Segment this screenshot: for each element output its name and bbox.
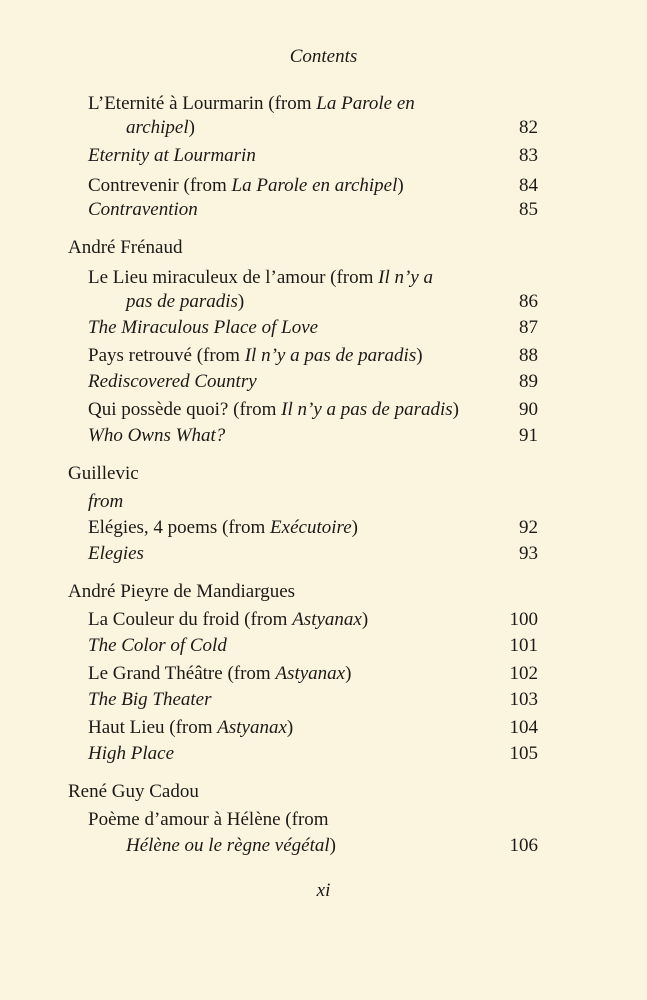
entry-text: Poème d’amour à Hélène (from: [88, 809, 329, 830]
entry-text: André Pieyre de Mandiargues: [68, 581, 296, 602]
entry-text: pas de paradis: [126, 291, 238, 312]
page-reference: 106: [509, 835, 538, 856]
poem-title: [126, 290, 244, 314]
translation-title: [88, 688, 212, 712]
entry-text: Contrevenir (from: [88, 175, 232, 196]
page-reference: 93: [519, 543, 538, 564]
translation-title: [88, 742, 174, 766]
poem-title: [88, 716, 293, 740]
page-reference: 89: [519, 371, 538, 392]
entry-text: Contravention: [88, 199, 198, 220]
entry-text: ): [345, 663, 352, 684]
entry-text: L’Eternité à Lourmarin (from: [88, 93, 317, 114]
entry-text: ): [452, 399, 459, 420]
author-heading: [68, 580, 295, 604]
entry-text: Elegies: [88, 543, 144, 564]
entry-text: The Big Theater: [88, 689, 212, 710]
poem-title: [126, 116, 195, 140]
entry-text: Rediscovered Country: [88, 371, 257, 392]
entry-text: Le Lieu miraculeux de l’amour (from: [88, 267, 379, 288]
entry-text: André Frénaud: [68, 237, 183, 258]
translation-title: [88, 542, 144, 566]
page-reference: 101: [509, 635, 538, 656]
page-reference: 103: [509, 689, 538, 710]
entry-text: Le Grand Théâtre (from: [88, 663, 276, 684]
entry-text: La Parole en archipel: [231, 175, 398, 196]
poem-title: [126, 834, 336, 858]
entry-text: Eternity at Lourmarin: [88, 145, 256, 166]
entry-text: Elégies, 4 poems (from: [88, 517, 271, 538]
entry-text: Hélène ou le règne végétal: [126, 835, 330, 856]
entry-text: René Guy Cadou: [68, 781, 199, 802]
entry-text: Astyanax: [275, 663, 346, 684]
page-reference: 82: [519, 117, 538, 138]
entry-text: Pays retrouvé (from: [88, 345, 245, 366]
entry-text: ): [286, 717, 294, 738]
page-header: Contents: [289, 46, 358, 67]
page-reference: 83: [519, 145, 538, 166]
entry-text: High Place: [88, 743, 175, 764]
poem-title: [88, 344, 423, 368]
entry-text: archipel: [126, 117, 189, 138]
page-reference: 88: [519, 345, 538, 366]
entry-text: The Miraculous Place of Love: [88, 317, 319, 338]
translation-title: [88, 144, 256, 168]
poem-title: [88, 662, 351, 686]
translation-title: [88, 370, 257, 394]
entry-text: Exécutoire: [270, 517, 352, 538]
poem-title: [88, 608, 368, 632]
page-reference: 105: [509, 743, 538, 764]
poem-title: [88, 808, 329, 832]
entry-text: Il n’y a pas de paradis: [244, 345, 417, 366]
translation-title: [88, 316, 318, 340]
entry-text: Haut Lieu (from: [88, 717, 218, 738]
entry-text: La Parole en: [316, 93, 415, 114]
entry-text: ): [237, 291, 245, 312]
poem-title: [88, 92, 415, 116]
entry-text: ): [188, 117, 195, 138]
page-reference: 90: [519, 399, 538, 420]
entry-text: from: [88, 491, 124, 512]
page-reference: 100: [509, 609, 538, 630]
entry-text: Guillevic: [68, 463, 139, 484]
translation-title: [88, 634, 227, 658]
entry-text: ): [361, 609, 369, 630]
page-reference: 85: [519, 199, 538, 220]
entry-text: Qui possède quoi? (from: [88, 399, 282, 420]
entry-text: The Color of Cold: [88, 635, 227, 656]
entry-text: ): [416, 345, 423, 366]
author-heading: [68, 462, 139, 486]
entry-text: Il n’y a: [378, 267, 434, 288]
entry-text: ): [329, 835, 336, 856]
page-reference: 104: [509, 717, 538, 738]
page-reference: 92: [519, 517, 538, 538]
poem-title: [88, 398, 459, 422]
entry-text: ): [397, 175, 404, 196]
poem-title: [88, 266, 433, 290]
translation-title: [88, 490, 123, 514]
author-heading: [68, 780, 199, 804]
entry-text: Astyanax: [292, 609, 362, 630]
poem-title: [88, 174, 404, 198]
page-reference: 84: [519, 175, 538, 196]
author-heading: [68, 236, 183, 260]
page-number: xi: [316, 880, 331, 901]
page-reference: 86: [519, 291, 538, 312]
entry-text: Who Owns What?: [88, 425, 226, 446]
page-reference: 102: [509, 663, 538, 684]
entry-text: Il n’y a pas de paradis: [281, 399, 453, 420]
translation-title: [88, 424, 225, 448]
entry-text: ): [351, 517, 358, 538]
entry-text: La Couleur du froid (from: [88, 609, 293, 630]
poem-title: [88, 516, 358, 540]
page-reference: 87: [519, 317, 538, 338]
page-reference: 91: [519, 425, 538, 446]
entry-text: Astyanax: [217, 717, 287, 738]
translation-title: [88, 198, 198, 222]
